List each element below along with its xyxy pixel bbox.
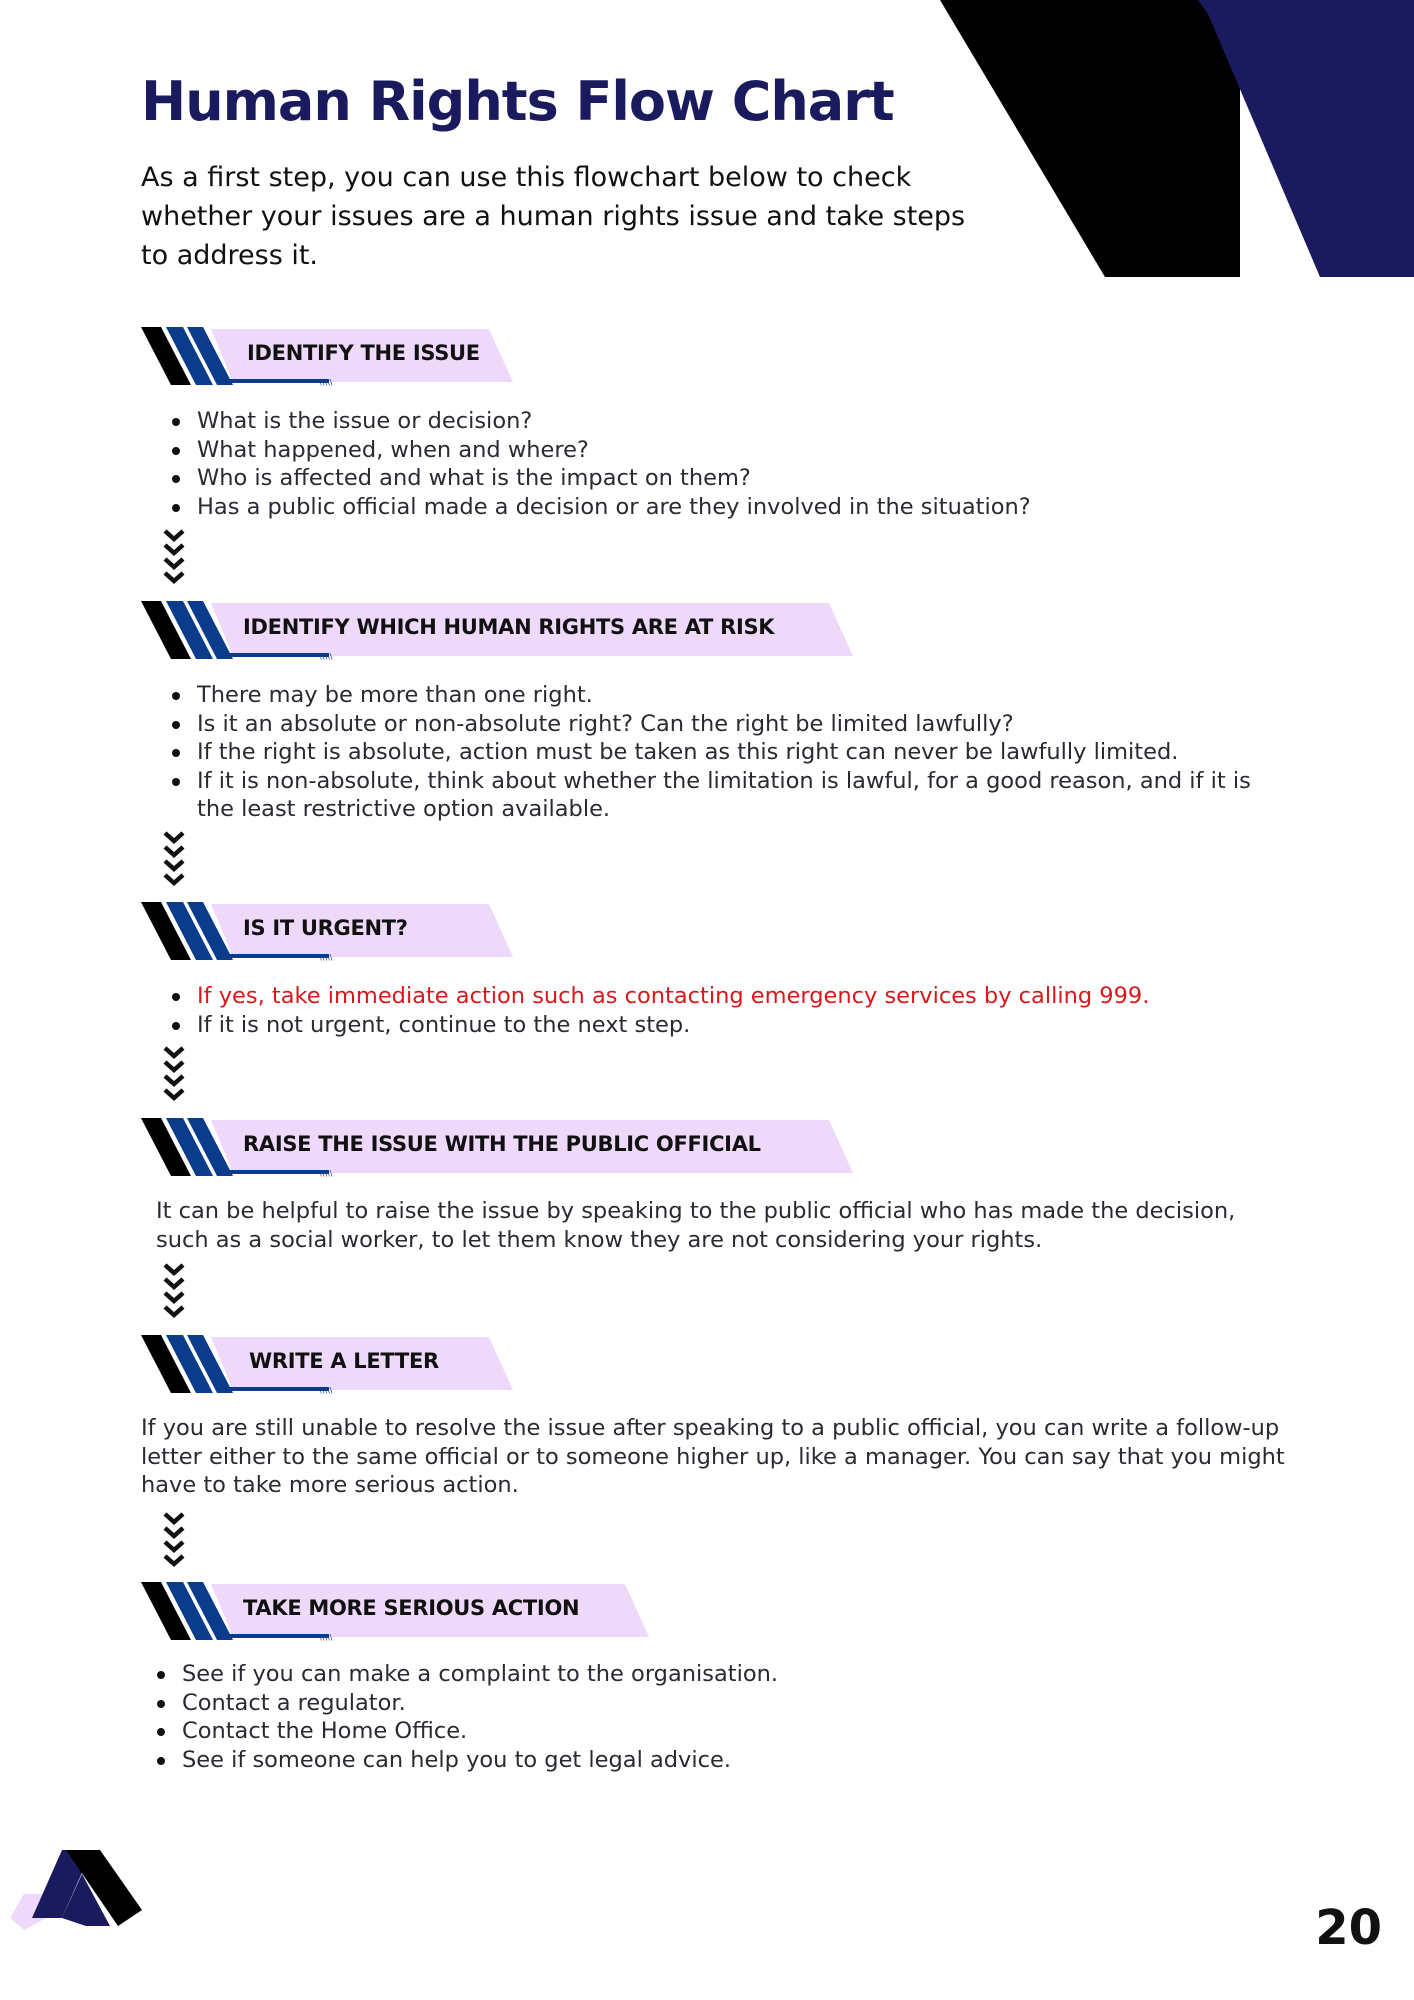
bullet-item: Is it an absolute or non-absolute right? Can the right be limited lawfully?: [169, 710, 1289, 739]
step-label: WRITE A LETTER: [249, 1349, 439, 1373]
bullet-item: What happened, when and where?: [169, 436, 1269, 465]
chevron-down-arrows-icon: [162, 1511, 186, 1569]
step-banner-write-letter: [141, 1335, 521, 1395]
bullet-item: If the right is absolute, action must be taken as this right can never be lawfully limited.: [169, 738, 1289, 767]
bullet-item: If it is not urgent, continue to the next step.: [169, 1011, 1289, 1040]
svg-text:\\\\\: \\\\\: [319, 1169, 333, 1178]
chevron-down-arrows-icon: [162, 1262, 186, 1320]
step-banner-serious-action: [141, 1582, 661, 1642]
step-5-text: If you are still unable to resolve the issue after speaking to a public official, you can write a follow-up letter either to the same official or to someone higher up, like a manager. You can say that you might have to take more serious action.: [141, 1415, 1285, 1498]
svg-text:\\\\\: \\\\\: [319, 378, 333, 387]
bullet-item: Contact the Home Office.: [154, 1717, 1254, 1746]
bullet-item: See if you can make a complaint to the organisation.: [154, 1660, 1254, 1689]
page-number: 20: [1315, 1900, 1382, 1956]
step-banner-raise-issue: [141, 1118, 861, 1178]
bullet-item: Contact a regulator.: [154, 1689, 1254, 1718]
bullet-item: Has a public official made a decision or are they involved in the situation?: [169, 493, 1269, 522]
step-6-bullet-list: [154, 1660, 1254, 1774]
svg-text:\\\\\: \\\\\: [319, 1386, 333, 1395]
chevron-down-arrows-icon: [162, 830, 186, 888]
chevron-down-arrows-icon: [162, 528, 186, 586]
svg-text:\\\\\: \\\\\: [319, 1633, 333, 1642]
step-1-bullet-list: [169, 407, 1269, 521]
svg-text:\\\\\: \\\\\: [319, 652, 333, 661]
intro-text: As a first step, you can use this flowchart below to check whether your issues are a human rights issue and take steps to address it.: [141, 162, 966, 271]
bullet-item: There may be more than one right.: [169, 681, 1289, 710]
bullet-item-urgent: If yes, take immediate action such as contacting emergency services by calling 999.: [169, 982, 1289, 1011]
step-label: TAKE MORE SERIOUS ACTION: [243, 1596, 580, 1620]
brand-logo-icon: [10, 1850, 145, 1930]
step-banner-identify-issue: [141, 327, 521, 387]
step-3-bullet-list: [169, 982, 1289, 1039]
bullet-item: See if someone can help you to get legal advice.: [154, 1746, 1254, 1775]
step-label: RAISE THE ISSUE WITH THE PUBLIC OFFICIAL: [243, 1132, 761, 1156]
step-banner-urgent: [141, 902, 521, 962]
step-label: IS IT URGENT?: [243, 916, 408, 940]
step-label: IDENTIFY THE ISSUE: [247, 341, 480, 365]
chevron-down-arrows-icon: [162, 1045, 186, 1103]
step-2-bullet-list: [169, 681, 1289, 824]
bullet-item: What is the issue or decision?: [169, 407, 1269, 436]
step-4-text: It can be helpful to raise the issue by speaking to the public official who has made the decision, such as a social worker, to let them know they are not considering your rights.: [156, 1198, 1236, 1253]
svg-text:\\\\\: \\\\\: [319, 953, 333, 962]
step-banner-identify-rights: [141, 601, 861, 661]
bullet-item: Who is affected and what is the impact on them?: [169, 464, 1269, 493]
page-title: Human Rights Flow Chart: [141, 70, 894, 133]
step-label: IDENTIFY WHICH HUMAN RIGHTS ARE AT RISK: [243, 615, 775, 639]
bullet-item: If it is non-absolute, think about whether the limitation is lawful, for a good reason, and if it is the least restrictive option available.: [169, 767, 1289, 824]
corner-decoration: [940, 0, 1414, 280]
